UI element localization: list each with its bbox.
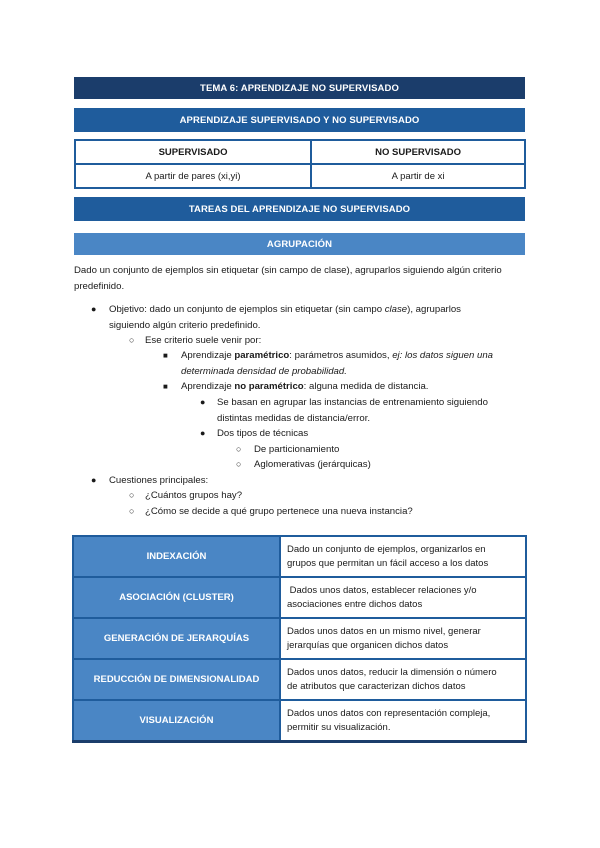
- section-heading-supervised: APRENDIZAJE SUPERVISADO Y NO SUPERVISADO: [74, 108, 525, 132]
- cell-supervised: A partir de pares (xi,yi): [75, 164, 311, 188]
- task-description: [280, 659, 526, 700]
- bullet-circle-icon: ○: [129, 335, 135, 345]
- task-description-line-2: jerarquías que organicen dichos datos: [287, 639, 449, 651]
- objective-text-end: ), agruparlos: [407, 304, 461, 315]
- table-row: [73, 700, 526, 742]
- task-description: [280, 577, 526, 618]
- subsection-heading-grouping: AGRUPACIÓN: [74, 233, 525, 255]
- bullet-circle-icon: ○: [236, 444, 242, 454]
- comparison-table: [74, 139, 526, 189]
- bullet-square-icon: ■: [163, 382, 168, 391]
- bullet-based-on: [217, 395, 488, 426]
- task-name: INDEXACIÓN: [73, 536, 280, 577]
- table-row: [73, 618, 526, 659]
- task-description: [280, 700, 526, 742]
- bullet-main-questions: Cuestiones principales:: [109, 475, 209, 486]
- nonparametric-term: no paramétrico: [234, 381, 304, 392]
- tasks-table: [72, 535, 527, 743]
- objective-line-2: siguiendo algún criterio predefinido.: [109, 319, 261, 331]
- bullet-disc-icon: ●: [200, 397, 206, 407]
- intro-line-1: Dado un conjunto de ejemplos sin etiquetar (sin campo de clase), agruparlos siguiendo algún criterio: [74, 265, 502, 276]
- bullet-parametric: [181, 348, 493, 379]
- objective-text: Objetivo: dado un conjunto de ejemplos sin etiquetar (sin campo: [109, 304, 385, 315]
- task-description-line-2: permitir su visualización.: [287, 721, 391, 733]
- bullet-question-2: ¿Cómo se decide a qué grupo pertenece una nueva instancia?: [145, 506, 413, 517]
- table-row: [73, 536, 526, 577]
- parametric-line-2: determinada densidad de probabilidad.: [181, 365, 347, 377]
- bullet-objective: [109, 302, 461, 333]
- task-description-line-1: Dados unos datos con representación compleja,: [287, 707, 491, 719]
- bullet-question-1: ¿Cuántos grupos hay?: [145, 490, 243, 501]
- page-title: TEMA 6: APRENDIZAJE NO SUPERVISADO: [74, 77, 525, 99]
- bullet-disc-icon: ●: [91, 475, 97, 485]
- table-row: [73, 577, 526, 618]
- bullet-agglomerative: Aglomerativas (jerárquicas): [254, 459, 371, 470]
- based-on-line-2: distintas medidas de distancia/error.: [217, 412, 371, 424]
- parametric-term: paramétrico: [234, 350, 290, 361]
- bullet-disc-icon: ●: [91, 304, 97, 314]
- task-description-line-1: Dados unos datos en un mismo nivel, generar: [287, 625, 481, 637]
- bullet-criterion: Ese criterio suele venir por:: [145, 335, 262, 346]
- objective-class-term: clase: [384, 304, 408, 315]
- task-description-line-2: de atributos que caracterizan dichos datos: [287, 680, 466, 692]
- task-name: GENERACIÓN DE JERARQUÍAS: [73, 618, 280, 659]
- task-name: VISUALIZACIÓN: [73, 700, 280, 742]
- task-name: ASOCIACIÓN (CLUSTER): [73, 577, 280, 618]
- bullet-circle-icon: ○: [129, 506, 135, 516]
- task-name: REDUCCIÓN DE DIMENSIONALIDAD: [73, 659, 280, 700]
- task-description: [280, 536, 526, 577]
- bullet-partitioning: De particionamiento: [254, 444, 340, 455]
- bullet-circle-icon: ○: [236, 459, 242, 469]
- intro-line-2: predefinido.: [74, 280, 125, 292]
- bullet-square-icon: ■: [163, 351, 168, 360]
- parametric-example: ej: los datos siguen una: [392, 350, 493, 361]
- bullet-disc-icon: ●: [200, 428, 206, 438]
- parametric-prefix: Aprendizaje: [181, 350, 235, 361]
- column-header-supervised: SUPERVISADO: [75, 140, 311, 164]
- nonparametric-text: : alguna medida de distancia.: [303, 381, 429, 392]
- based-on-line-1: Se basan en agrupar las instancias de entrenamiento siguiendo: [217, 397, 488, 408]
- nonparametric-prefix: Aprendizaje: [181, 381, 235, 392]
- task-description-line-1: Dado un conjunto de ejemplos, organizarlos en: [287, 543, 486, 555]
- bullet-nonparametric: [181, 379, 428, 395]
- task-description-line-1: Dados unos datos, reducir la dimensión o número: [287, 666, 497, 678]
- task-description-line-2: grupos que permitan un fácil acceso a los datos: [287, 557, 489, 569]
- parametric-text: : parámetros asumidos,: [289, 350, 393, 361]
- task-description-line-1: Dados unos datos, establecer relaciones y/o: [287, 584, 477, 596]
- table-row: [73, 659, 526, 700]
- cell-unsupervised: A partir de xi: [311, 164, 525, 188]
- task-description-line-2: asociaciones entre dichos datos: [287, 598, 423, 610]
- task-description: [280, 618, 526, 659]
- bullet-technique-types: Dos tipos de técnicas: [217, 428, 309, 439]
- column-header-unsupervised: NO SUPERVISADO: [311, 140, 525, 164]
- section-heading-tasks: TAREAS DEL APRENDIZAJE NO SUPERVISADO: [74, 197, 525, 221]
- bullet-circle-icon: ○: [129, 490, 135, 500]
- intro-paragraph: [74, 263, 502, 294]
